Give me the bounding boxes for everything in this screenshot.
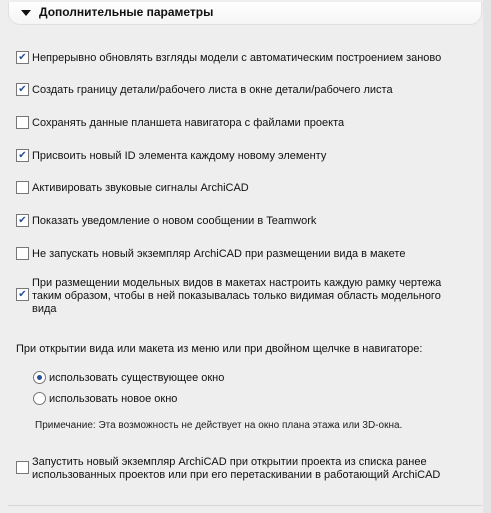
option-label: Непрерывно обновлять взгляды модели с автоматическим построением заново bbox=[32, 52, 442, 64]
option-row-teamwork-notification[interactable] bbox=[16, 214, 483, 228]
option-label-line-1: При размещении модельных видов в макетах настроить каждую рамку чертежа bbox=[32, 277, 442, 289]
option-label: Показать уведомление о новом сообщении в Teamwork bbox=[32, 215, 317, 227]
option-checkbox-teamwork-notification[interactable] bbox=[16, 214, 29, 227]
option-label: Создать границу детали/рабочего листа в окне детали/рабочего листа bbox=[32, 84, 393, 96]
radio-label: использовать новое окно bbox=[49, 393, 178, 405]
radio-new-window[interactable] bbox=[33, 392, 46, 405]
panel-header[interactable] bbox=[8, 2, 482, 25]
option-label: Не запускать новый экземпляр ArchiCAD при размещении вида в макете bbox=[32, 248, 406, 260]
option-row-new-element-id[interactable] bbox=[16, 149, 483, 163]
open-view-heading: При открытии вида или макета из меню или при двойном щелчке в навигаторе: bbox=[16, 343, 423, 355]
option-checkbox-drawing-frame[interactable] bbox=[16, 288, 29, 301]
radio-row-existing-window[interactable] bbox=[33, 371, 483, 385]
option-label-line-2: таким образом, чтобы в ней показывалась только видимая область модельного bbox=[32, 290, 441, 302]
radio-existing-window[interactable] bbox=[33, 371, 46, 384]
option-checkbox-save-navigator[interactable] bbox=[16, 116, 29, 129]
option-row-launch-new-instance[interactable] bbox=[16, 455, 483, 483]
option-row-drawing-frame[interactable] bbox=[16, 276, 483, 316]
radio-label: использовать существующее окно bbox=[49, 372, 225, 384]
option-checkbox-no-new-instance-layout[interactable] bbox=[16, 247, 29, 260]
option-checkbox-detail-border[interactable] bbox=[16, 83, 29, 96]
option-checkbox-continuous-update[interactable] bbox=[16, 51, 29, 64]
note-text: Примечание: Эта возможность не действует на окно плана этажа или 3D-окна. bbox=[35, 420, 403, 431]
option-label: Сохранять данные планшета навигатора с файлами проекта bbox=[32, 117, 345, 129]
option-row-continuous-update[interactable] bbox=[16, 51, 483, 65]
option-row-detail-border[interactable] bbox=[16, 83, 483, 97]
radio-row-new-window[interactable] bbox=[33, 392, 483, 406]
panel-title: Дополнительные параметры bbox=[39, 5, 214, 19]
option-label: Присвоить новый ID элемента каждому новому элементу bbox=[32, 150, 327, 162]
option-label-line-1: Запустить новый экземпляр ArchiCAD при открытии проекта из списка ранее bbox=[32, 456, 427, 468]
option-checkbox-launch-new-instance[interactable] bbox=[16, 461, 29, 474]
bottom-divider bbox=[8, 505, 482, 506]
option-checkbox-sound-signals[interactable] bbox=[16, 181, 29, 194]
option-checkbox-new-element-id[interactable] bbox=[16, 149, 29, 162]
option-row-no-new-instance-layout[interactable] bbox=[16, 247, 483, 261]
option-label-line-3: вида bbox=[32, 303, 57, 315]
disclosure-triangle-icon[interactable] bbox=[21, 10, 31, 16]
option-label-line-2: использованных проектов или при его перетаскивании в работающий ArchiCAD bbox=[32, 469, 441, 481]
option-label: Активировать звуковые сигналы ArchiCAD bbox=[32, 182, 249, 194]
option-row-save-navigator[interactable] bbox=[16, 116, 483, 130]
option-row-sound-signals[interactable] bbox=[16, 181, 483, 195]
panel-right-edge bbox=[483, 0, 491, 513]
